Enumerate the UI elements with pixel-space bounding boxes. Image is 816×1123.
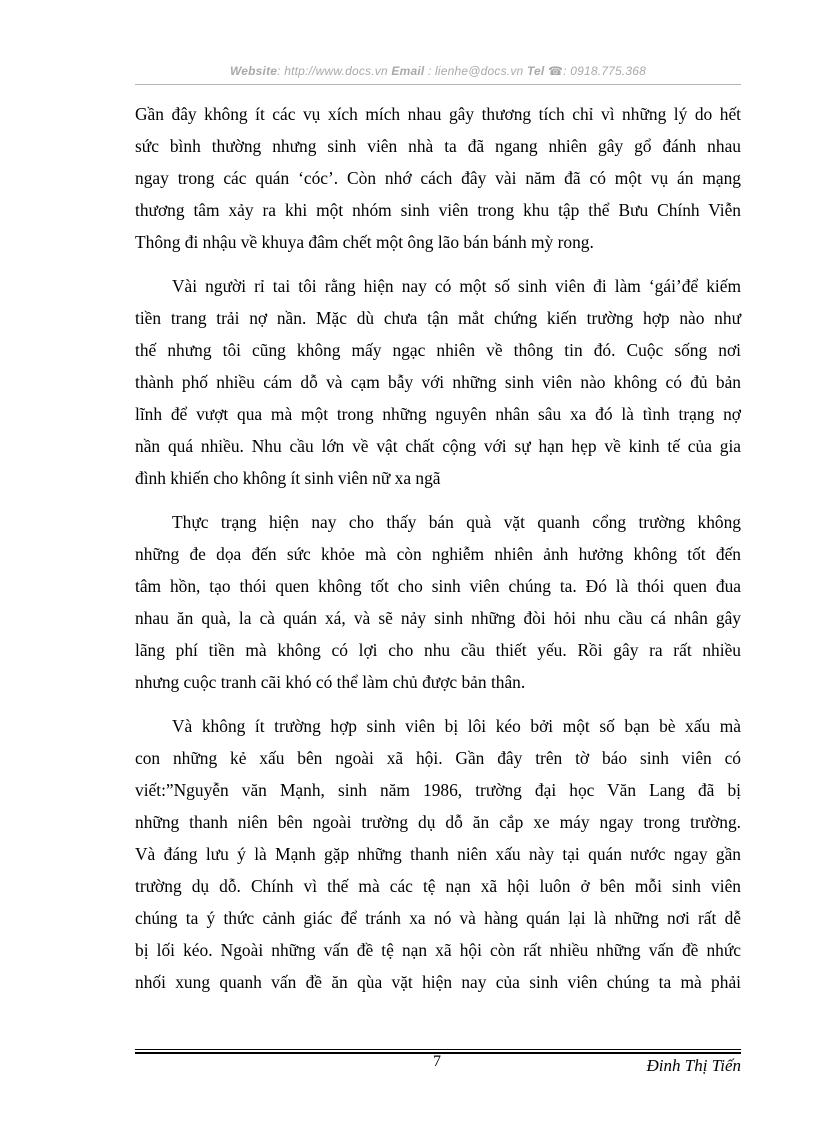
text-line: nhau ăn quà, la cà quán xá, và sẽ nảy sinh những đòi hỏi nhu cầu cá nhân gây (135, 608, 741, 628)
page-number: 7 (433, 1053, 441, 1070)
website-label: Website (229, 64, 278, 78)
email-label: Email (391, 64, 425, 78)
text-line: đình khiến cho không ít sinh viên nữ xa ngã (135, 468, 441, 488)
text-line: Và không ít trường hợp sinh viên bị lôi kéo bởi một số bạn bè xấu mà (172, 716, 741, 736)
paragraph-2 (135, 270, 741, 494)
document-body (135, 98, 741, 1010)
text-line: Gần đây không ít các vụ xích mích nhau gây thương tích chỉ vì những lý do hết (135, 104, 741, 124)
author-name: Đinh Thị Tiến (646, 1056, 741, 1075)
text-line: nhối xung quanh vấn đề ăn qùa vặt hiện nay của sinh viên chúng ta mà phải (135, 972, 741, 992)
paragraph-1 (135, 98, 741, 258)
text-line: chúng ta ý thức cảnh giác để tránh xa nó và hàng quán lại là những nơi rất dễ (135, 908, 741, 928)
header-divider (135, 84, 741, 85)
text-line: lãng phí tiền mà không có lợi cho nhu cầu thiết yếu. Rồi gây ra rất nhiều (135, 640, 741, 660)
text-line: lĩnh để vượt qua mà một trong những nguyên nhân sâu xa đó là tình trạng nợ (135, 404, 741, 424)
text-line: Và đáng lưu ý là Mạnh gặp những thanh niên xấu này tại quán nước ngay gần (135, 844, 741, 864)
text-line: tâm hồn, tạo thói quen không tốt cho sinh viên chúng ta. Đó là thói quen đua (135, 576, 741, 596)
text-line: Thông đi nhậu về khuya đâm chết một ông lão bán bánh mỳ rong. (135, 232, 594, 252)
page-header (135, 64, 741, 78)
website-value: : http://www.docs.vn (277, 64, 388, 78)
paragraph-3 (135, 506, 741, 698)
text-line: nần quá nhiều. Nhu cầu lớn về vật chất cộng với sự hạn hẹp về kinh tế của gia (135, 436, 741, 456)
text-line: con những kẻ xấu bên ngoài xã hội. Gần đây trên tờ báo sinh viên có (135, 748, 741, 768)
text-line: nhưng cuộc tranh cãi khó có thể làm chủ được bản thân. (135, 672, 526, 692)
text-line: những đe dọa đến sức khỏe mà còn nghiễm nhiên ảnh hưởng không tốt đến (135, 544, 741, 564)
text-line: trường dụ dỗ. Chính vì thế mà các tệ nạn xã hội luôn ở bên mỗi sinh viên (135, 876, 741, 896)
tel-value: : 0918.775.368 (563, 64, 647, 78)
phone-icon: ☎ (548, 64, 564, 78)
tel-label: Tel (526, 64, 545, 78)
text-line: thế nhưng tôi cũng không mấy ngạc nhiên về thông tin đó. Cuộc sống nơi (135, 340, 741, 360)
footer-divider-thin (135, 1049, 741, 1050)
text-line: viết:”Nguyễn văn Mạnh, sinh năm 1986, trường đại học Văn Lang đã bị (135, 780, 741, 800)
text-line: bị lối kéo. Ngoài những vấn đề tệ nạn xã hội còn rất nhiều những vấn đề nhức (135, 940, 741, 960)
text-line: thành phố nhiều cám dỗ và cạm bẫy với những sinh viên nào không có đủ bản (135, 372, 741, 392)
text-line: tiền trang trải nợ nần. Mặc dù chưa tận mắt chứng kiến trường hợp nào như (135, 308, 741, 328)
text-line: Vài người rỉ tai tôi rằng hiện nay có một số sinh viên đi làm ‘gái’để kiếm (172, 276, 741, 296)
text-line: sức bình thường nhưng sinh viên nhà ta đã ngang nhiên gây gổ đánh nhau (135, 136, 741, 156)
paragraph-4 (135, 710, 741, 998)
text-line: thương tâm xảy ra khi một nhóm sinh viên trong khu tập thể Bưu Chính Viễn (135, 200, 741, 220)
email-value: : lienhe@docs.vn (427, 64, 524, 78)
text-line: Thực trạng hiện nay cho thấy bán quà vặt quanh cổng trường không (172, 512, 741, 532)
text-line: những thanh niên bên ngoài trường dụ dỗ ăn cắp xe máy ngay trong trường. (135, 812, 741, 832)
text-line: ngay trong các quán ‘cóc’. Còn nhớ cách đây vài năm đã có một vụ án mạng (135, 168, 741, 188)
